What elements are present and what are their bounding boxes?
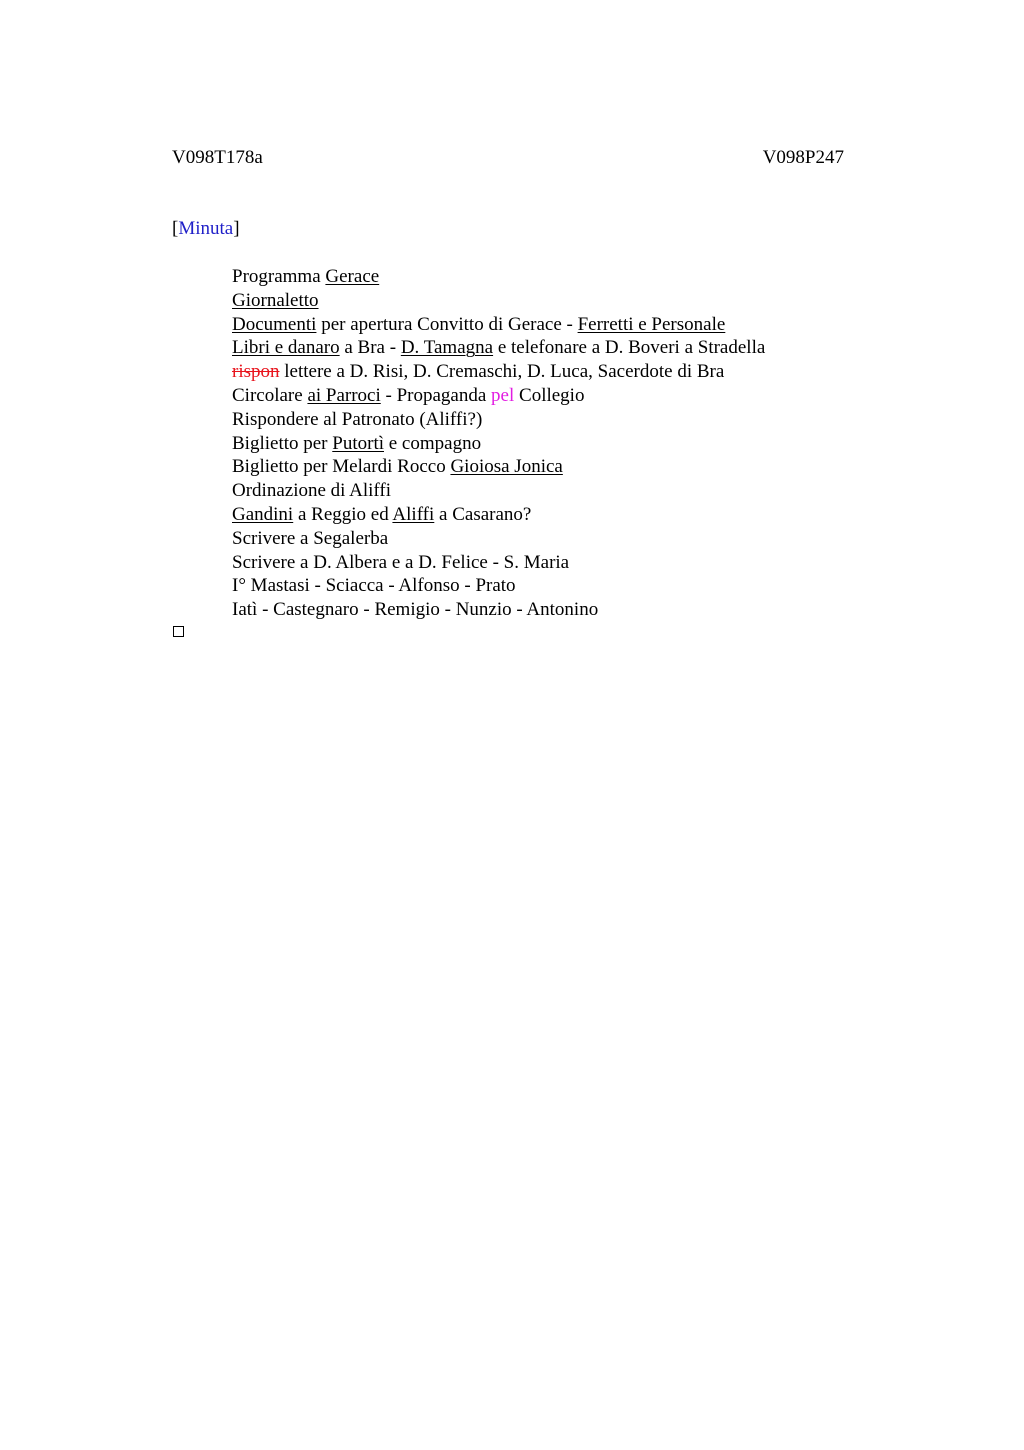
minuta-label: Minuta xyxy=(178,218,234,239)
document-code-left: V098T178a xyxy=(172,147,263,168)
note-line xyxy=(232,385,765,409)
note-line xyxy=(232,456,765,480)
minuta-heading xyxy=(172,218,240,240)
document-code-right: V098P247 xyxy=(762,147,844,168)
note-line xyxy=(232,409,765,433)
line-text: e telefonare a D. Boveri a Stradella xyxy=(493,337,766,359)
note-line xyxy=(232,361,765,385)
underlined-text: Putortì xyxy=(332,432,384,454)
underlined-text: Libri e danaro xyxy=(232,337,340,359)
open-bracket: [ xyxy=(172,218,179,239)
note-list xyxy=(232,266,765,623)
underlined-text: D. Tamagna xyxy=(400,337,494,359)
line-text: Circolare xyxy=(232,384,308,406)
line-text: Biglietto per Melardi Rocco xyxy=(232,456,451,478)
underlined-text: Ferretti e Personale xyxy=(577,313,726,335)
underlined-text: Gandini xyxy=(232,503,294,525)
empty-square-icon xyxy=(173,626,184,637)
underlined-text: Aliffi xyxy=(392,503,435,525)
line-text: - Propaganda xyxy=(380,384,492,406)
line-text: a Bra - xyxy=(339,337,401,359)
line-text: e compagno xyxy=(384,432,482,454)
note-line xyxy=(232,528,765,552)
line-text: Biglietto per xyxy=(232,432,333,454)
deleted-text: rispon xyxy=(232,361,280,383)
line-text: lettere a D. Risi, D. Cremaschi, D. Luca, Sacerdote di Bra xyxy=(279,361,725,383)
underlined-text: Gerace xyxy=(325,266,380,287)
note-line xyxy=(232,314,765,338)
note-line xyxy=(232,504,765,528)
line-text: Collegio xyxy=(514,384,585,406)
note-line xyxy=(232,575,765,599)
note-line xyxy=(232,480,765,504)
close-bracket: ] xyxy=(233,218,240,239)
line-text: Programma xyxy=(232,266,326,287)
line-text: Ordinazione di Aliffi xyxy=(232,480,392,502)
line-text: Rispondere al Patronato (Aliffi?) xyxy=(232,408,483,430)
line-text: Scrivere a D. Albera e a D. Felice - S. Maria xyxy=(232,551,570,573)
underlined-text: Giornaletto xyxy=(232,289,319,311)
note-line xyxy=(232,337,765,361)
note-line xyxy=(232,599,765,623)
line-text: Iatì - Castegnaro - Remigio - Nunzio - Antonino xyxy=(232,599,599,621)
underlined-text: Documenti xyxy=(232,313,317,335)
line-text: per apertura Convitto di Gerace - xyxy=(316,313,578,335)
note-line xyxy=(232,290,765,314)
note-line xyxy=(232,552,765,576)
line-text: a Reggio ed xyxy=(293,503,393,525)
underlined-text: ai Parroci xyxy=(307,384,381,406)
note-line xyxy=(232,433,765,457)
line-text: a Casarano? xyxy=(434,503,532,525)
underlined-text: Gioiosa Jonica xyxy=(450,456,563,478)
line-text: I° Mastasi - Sciacca - Alfonso - Prato xyxy=(232,575,516,597)
inserted-text: pel xyxy=(491,384,515,406)
line-text: Scrivere a Segalerba xyxy=(232,527,389,549)
note-line xyxy=(232,266,765,290)
